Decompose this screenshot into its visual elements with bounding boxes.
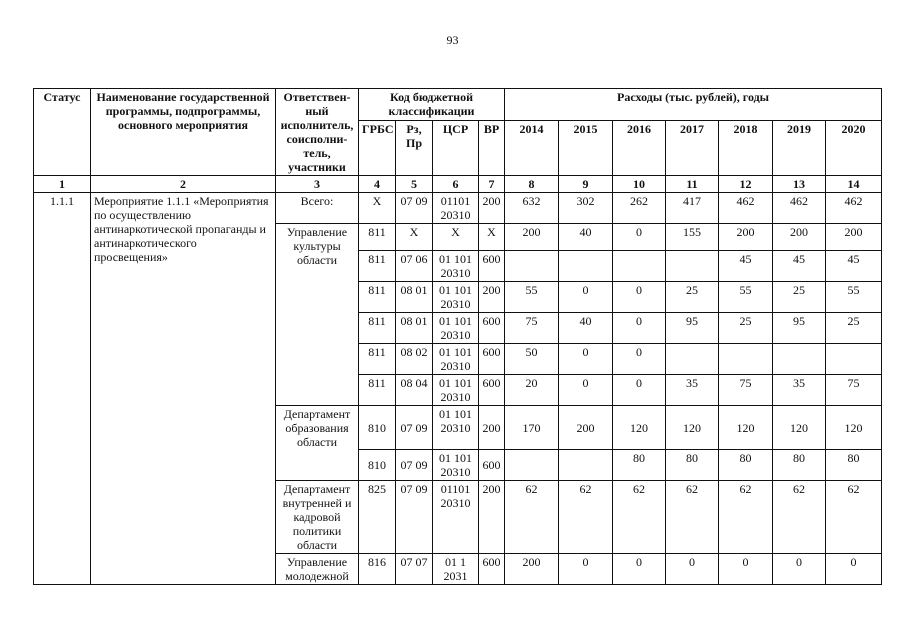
executor-cell: Департамент внутренней и кадровой политики области — [276, 481, 359, 554]
vr-cell: 600 — [479, 251, 505, 282]
value-cell — [773, 344, 826, 375]
column-number: 12 — [719, 176, 773, 193]
header-csr: ЦСР — [433, 121, 479, 176]
value-cell: 120 — [719, 406, 773, 450]
grbs-cell: 811 — [359, 344, 396, 375]
value-cell: 0 — [559, 554, 613, 585]
header-executor: Ответствен-ный исполнитель, соисполни-тель, участники — [276, 89, 359, 176]
column-number: 10 — [613, 176, 666, 193]
value-cell: 262 — [613, 193, 666, 224]
header-status: Статус — [34, 89, 91, 176]
rzpr-cell: 08 01 — [396, 313, 433, 344]
grbs-cell: 811 — [359, 375, 396, 406]
vr-cell: 200 — [479, 406, 505, 450]
grbs-cell: 816 — [359, 554, 396, 585]
value-cell — [559, 251, 613, 282]
budget-table — [33, 88, 882, 585]
csr-cell: Х — [433, 224, 479, 251]
value-cell: 45 — [773, 251, 826, 282]
csr-cell: 01 101 20310 — [433, 282, 479, 313]
rzpr-cell: 07 09 — [396, 406, 433, 450]
header-year: 2016 — [613, 121, 666, 176]
value-cell: 462 — [773, 193, 826, 224]
value-cell: 462 — [719, 193, 773, 224]
grbs-cell: 811 — [359, 224, 396, 251]
grbs-cell: 825 — [359, 481, 396, 554]
header-year: 2020 — [826, 121, 882, 176]
value-cell: 55 — [826, 282, 882, 313]
column-number-row — [34, 176, 882, 193]
value-cell: 0 — [613, 375, 666, 406]
header-expenses: Расходы (тыс. рублей), годы — [505, 89, 882, 121]
column-number: 3 — [276, 176, 359, 193]
rzpr-cell: 07 09 — [396, 481, 433, 554]
header-year: 2015 — [559, 121, 613, 176]
rzpr-cell: 07 06 — [396, 251, 433, 282]
value-cell — [666, 251, 719, 282]
column-number: 7 — [479, 176, 505, 193]
header-budget-code: Код бюджетной классификации — [359, 89, 505, 121]
value-cell — [505, 450, 559, 481]
vr-cell: 600 — [479, 450, 505, 481]
value-cell: 200 — [559, 406, 613, 450]
value-cell: 170 — [505, 406, 559, 450]
grbs-cell: 811 — [359, 313, 396, 344]
vr-cell: 200 — [479, 282, 505, 313]
value-cell: 120 — [773, 406, 826, 450]
csr-cell: 01 101 20310 — [433, 450, 479, 481]
value-cell: 40 — [559, 313, 613, 344]
header-year: 2017 — [666, 121, 719, 176]
value-cell: 120 — [613, 406, 666, 450]
value-cell: 25 — [666, 282, 719, 313]
value-cell — [613, 251, 666, 282]
header-grbs: ГРБС — [359, 121, 396, 176]
value-cell: 120 — [666, 406, 719, 450]
value-cell: 62 — [826, 481, 882, 554]
value-cell: 62 — [613, 481, 666, 554]
table-row — [34, 193, 882, 224]
rzpr-cell: 08 01 — [396, 282, 433, 313]
value-cell: 0 — [613, 282, 666, 313]
value-cell: 35 — [773, 375, 826, 406]
column-number: 5 — [396, 176, 433, 193]
header-vr: ВР — [479, 121, 505, 176]
value-cell: 0 — [613, 554, 666, 585]
value-cell: 462 — [826, 193, 882, 224]
value-cell — [719, 344, 773, 375]
value-cell: 62 — [773, 481, 826, 554]
value-cell — [505, 251, 559, 282]
grbs-cell: 811 — [359, 282, 396, 313]
value-cell: 0 — [826, 554, 882, 585]
value-cell: 20 — [505, 375, 559, 406]
value-cell: 200 — [773, 224, 826, 251]
header-year: 2019 — [773, 121, 826, 176]
value-cell: 155 — [666, 224, 719, 251]
grbs-cell: Х — [359, 193, 396, 224]
value-cell: 0 — [559, 375, 613, 406]
rzpr-cell: 07 09 — [396, 193, 433, 224]
rzpr-cell: 08 04 — [396, 375, 433, 406]
column-number: 4 — [359, 176, 396, 193]
csr-cell: 01 101 20310 — [433, 375, 479, 406]
rzpr-cell: 07 09 — [396, 450, 433, 481]
vr-cell: 600 — [479, 313, 505, 344]
value-cell: 302 — [559, 193, 613, 224]
value-cell: 45 — [826, 251, 882, 282]
value-cell: 35 — [666, 375, 719, 406]
value-cell: 80 — [666, 450, 719, 481]
header-name: Наименование государственной программы, подпрограммы, основного мероприятия — [91, 89, 276, 176]
value-cell: 25 — [826, 313, 882, 344]
value-cell: 0 — [719, 554, 773, 585]
header-year: 2014 — [505, 121, 559, 176]
column-number: 6 — [433, 176, 479, 193]
csr-cell: 01 101 20310 — [433, 313, 479, 344]
column-number: 14 — [826, 176, 882, 193]
value-cell: 75 — [719, 375, 773, 406]
value-cell: 0 — [613, 313, 666, 344]
value-cell: 75 — [505, 313, 559, 344]
vr-cell: 600 — [479, 554, 505, 585]
page-number: 93 — [446, 33, 459, 47]
value-cell: 0 — [773, 554, 826, 585]
csr-cell: 01 101 20310 — [433, 344, 479, 375]
header-rz-pr: Рз, Пр — [396, 121, 433, 176]
executor-cell: Управление культуры области — [276, 224, 359, 406]
executor-cell: Всего: — [276, 193, 359, 224]
vr-cell: 200 — [479, 193, 505, 224]
vr-cell: 600 — [479, 375, 505, 406]
value-cell: 55 — [505, 282, 559, 313]
vr-cell: 600 — [479, 344, 505, 375]
value-cell: 0 — [559, 282, 613, 313]
column-number: 2 — [91, 176, 276, 193]
value-cell: 95 — [666, 313, 719, 344]
value-cell: 200 — [719, 224, 773, 251]
csr-cell: 01101 20310 — [433, 481, 479, 554]
column-number: 1 — [34, 176, 91, 193]
value-cell: 0 — [666, 554, 719, 585]
value-cell: 62 — [505, 481, 559, 554]
value-cell: 200 — [505, 224, 559, 251]
value-cell: 62 — [559, 481, 613, 554]
vr-cell: 200 — [479, 481, 505, 554]
csr-cell: 01 1 2031 — [433, 554, 479, 585]
value-cell: 120 — [826, 406, 882, 450]
value-cell: 75 — [826, 375, 882, 406]
rzpr-cell: Х — [396, 224, 433, 251]
header-row — [34, 89, 882, 121]
value-cell — [826, 344, 882, 375]
value-cell — [666, 344, 719, 375]
value-cell: 25 — [719, 313, 773, 344]
header-year: 2018 — [719, 121, 773, 176]
column-number: 13 — [773, 176, 826, 193]
value-cell: 95 — [773, 313, 826, 344]
column-number: 8 — [505, 176, 559, 193]
value-cell: 55 — [719, 282, 773, 313]
value-cell: 632 — [505, 193, 559, 224]
value-cell: 25 — [773, 282, 826, 313]
value-cell: 40 — [559, 224, 613, 251]
grbs-cell: 810 — [359, 406, 396, 450]
csr-cell: 01 101 20310 — [433, 251, 479, 282]
value-cell: 0 — [613, 224, 666, 251]
value-cell: 50 — [505, 344, 559, 375]
value-cell: 0 — [613, 344, 666, 375]
value-cell — [559, 450, 613, 481]
rzpr-cell: 08 02 — [396, 344, 433, 375]
csr-cell: 01 101 20310 — [433, 406, 479, 450]
column-number: 9 — [559, 176, 613, 193]
value-cell: 200 — [826, 224, 882, 251]
value-cell: 80 — [773, 450, 826, 481]
value-cell: 80 — [826, 450, 882, 481]
executor-cell: Управление молодежной — [276, 554, 359, 585]
value-cell: 80 — [613, 450, 666, 481]
status-cell: 1.1.1 — [34, 193, 91, 585]
rzpr-cell: 07 07 — [396, 554, 433, 585]
grbs-cell: 810 — [359, 450, 396, 481]
executor-cell: Департамент образования области — [276, 406, 359, 481]
value-cell: 62 — [719, 481, 773, 554]
column-number: 11 — [666, 176, 719, 193]
grbs-cell: 811 — [359, 251, 396, 282]
measure-name-cell: Мероприятие 1.1.1 «Мероприятия по осуществлению антинаркотической пропаганды и антинаркотического просвещения» — [91, 193, 276, 585]
value-cell: 417 — [666, 193, 719, 224]
csr-cell: 01101 20310 — [433, 193, 479, 224]
value-cell: 45 — [719, 251, 773, 282]
value-cell: 0 — [559, 344, 613, 375]
value-cell: 80 — [719, 450, 773, 481]
value-cell: 62 — [666, 481, 719, 554]
vr-cell: Х — [479, 224, 505, 251]
value-cell: 200 — [505, 554, 559, 585]
